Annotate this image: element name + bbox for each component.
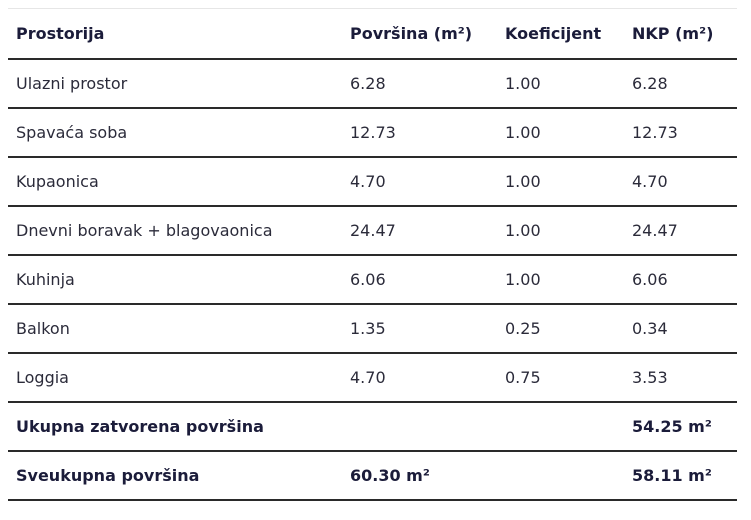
cell-area: 24.47 [350, 220, 396, 240]
header-room: Prostorija [8, 9, 342, 59]
total-row-overall [8, 451, 737, 500]
cell-room: Dnevni boravak + blagovaonica [16, 220, 273, 240]
cell-coefficient: 1.00 [505, 220, 541, 240]
total-label: Sveukupna površina [16, 465, 200, 485]
cell-nkp: 6.28 [632, 73, 668, 93]
cell-coefficient: 1.00 [505, 269, 541, 289]
header-area: Površina (m²) [342, 9, 497, 59]
cell-room: Kupaonica [16, 171, 99, 191]
total-row-enclosed [8, 402, 737, 451]
total-area: 60.30 m² [350, 465, 430, 485]
header-coefficient: Koeficijent [497, 9, 624, 59]
cell-area: 4.70 [350, 171, 386, 191]
table-header [8, 9, 737, 59]
cell-room: Kuhinja [16, 269, 75, 289]
table-row [8, 353, 737, 402]
cell-room: Spavaća soba [16, 122, 128, 142]
cell-coefficient: 1.00 [505, 122, 541, 142]
cell-room: Ulazni prostor [16, 73, 128, 93]
cell-room: Loggia [16, 367, 69, 387]
total-nkp: 54.25 m² [632, 416, 712, 436]
cell-area: 6.06 [350, 269, 386, 289]
cell-coefficient: 0.75 [505, 367, 541, 387]
table-row [8, 108, 737, 157]
total-nkp: 58.11 m² [632, 465, 712, 485]
total-area [342, 402, 497, 451]
total-label: Ukupna zatvorena površina [16, 416, 264, 436]
header-nkp: NKP (m²) [624, 9, 737, 59]
cell-coefficient: 1.00 [505, 171, 541, 191]
table-row [8, 59, 737, 108]
cell-nkp: 12.73 [632, 122, 678, 142]
table-row [8, 157, 737, 206]
area-table [8, 8, 737, 501]
cell-coefficient: 0.25 [505, 318, 541, 338]
total-coefficient [497, 451, 624, 500]
area-table-container [8, 8, 737, 501]
cell-nkp: 3.53 [632, 367, 668, 387]
cell-room: Balkon [16, 318, 70, 338]
cell-nkp: 0.34 [632, 318, 668, 338]
table-row [8, 304, 737, 353]
table-row [8, 206, 737, 255]
cell-area: 4.70 [350, 367, 386, 387]
cell-area: 12.73 [350, 122, 396, 142]
cell-area: 1.35 [350, 318, 386, 338]
cell-nkp: 24.47 [632, 220, 678, 240]
cell-coefficient: 1.00 [505, 73, 541, 93]
cell-area: 6.28 [350, 73, 386, 93]
table-body [8, 59, 737, 500]
table-row [8, 255, 737, 304]
header-row [8, 9, 737, 59]
total-coefficient [497, 402, 624, 451]
cell-nkp: 4.70 [632, 171, 668, 191]
cell-nkp: 6.06 [632, 269, 668, 289]
